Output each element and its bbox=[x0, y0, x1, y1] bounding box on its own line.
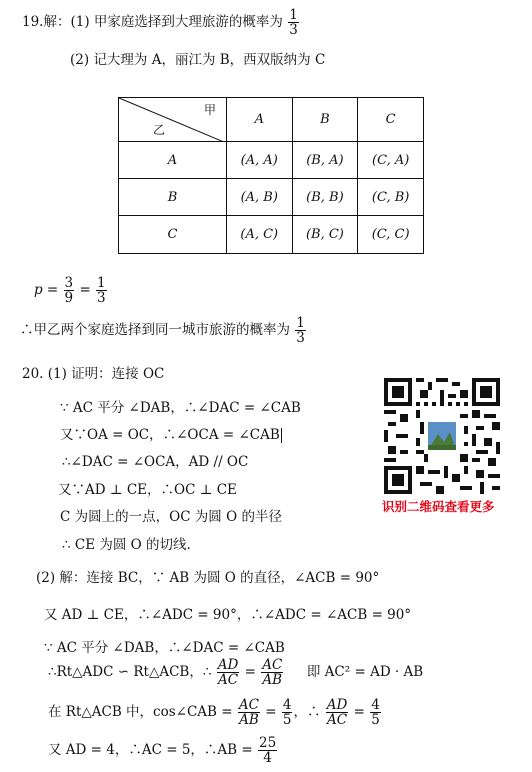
q19-header: 19.解：(1) 甲家庭选择到大理旅游的概率为 bbox=[22, 14, 283, 31]
equals-sign: = bbox=[79, 282, 91, 299]
corner-label-jia: 甲 bbox=[203, 103, 216, 117]
q20-part2-header: (2) 解：连接 BC，∵ AB 为圆 O 的直径，∠ACB = 90° bbox=[36, 570, 380, 586]
fraction-25-over-4: $\frac{25}{4}$ bbox=[258, 735, 277, 767]
table-cell: (B, C) bbox=[292, 216, 358, 254]
col-header-c: C bbox=[358, 98, 424, 142]
qr-code-image bbox=[384, 378, 500, 494]
qr-code[interactable] bbox=[384, 378, 500, 494]
table-cell: (B, A) bbox=[292, 142, 358, 179]
fraction-three-ninths: $\frac{3}{9}$ bbox=[64, 275, 74, 307]
proof-line-2: 又∵OA = OC，∴∠OCA = ∠CAB bbox=[60, 423, 282, 443]
q19-fraction-one-third: $\frac{1}{3}$ bbox=[289, 7, 298, 39]
proof-line-6: ∴ CE 为圆 O 的切线. bbox=[62, 537, 191, 553]
row-header-b: B bbox=[119, 179, 227, 216]
fraction-ac-over-ab: $\frac{AC}{AB}$ bbox=[262, 657, 283, 689]
solution-line-3: ∴Rt△ADC ∽ Rt△ACB，∴ $\frac{AD}{AC}$ = $\frac{AC}{AB}$ 即 AC² = AD · AB bbox=[48, 657, 424, 689]
solution-line-4: 在 Rt△ACB 中，cos∠CAB = $\frac{AC}{AB}$ = $\frac{4}{5}$ ，∴ $\frac{AD}{AC}$ = $\frac{4}{5}$ bbox=[48, 697, 380, 729]
q19-header-line bbox=[22, 8, 300, 37]
corner-label-yi: 乙 bbox=[153, 123, 166, 137]
outcome-table bbox=[118, 97, 424, 254]
fraction-four-fifths-2: $\frac{4}{5}$ bbox=[371, 697, 380, 729]
table-cell: (A, C) bbox=[227, 216, 293, 254]
table-cell: (C, B) bbox=[358, 179, 424, 216]
proof-line-5: C 为圆上的一点，OC 为圆 O 的半径 bbox=[60, 509, 282, 525]
fraction-ad-over-ac: $\frac{AD}{AC}$ bbox=[217, 657, 239, 689]
qr-caption: 识别二维码查看更多 bbox=[382, 499, 495, 514]
q20-part1-header: 20. (1) 证明：连接 OC bbox=[22, 366, 165, 382]
proof-line-1: ∵ AC 平分 ∠DAB，∴∠DAC = ∠CAB bbox=[60, 400, 301, 416]
col-header-a: A bbox=[227, 98, 293, 142]
solution-line-5: 又 AD = 4，∴AC = 5，∴AB = $\frac{25}{4}$ bbox=[48, 735, 277, 767]
text-cursor bbox=[281, 428, 283, 443]
conclusion-fraction: $\frac{1}{3}$ bbox=[296, 315, 305, 347]
table-cell: (A, B) bbox=[227, 179, 293, 216]
p-label: p = bbox=[34, 282, 59, 299]
q19-conclusion: ∴甲乙两个家庭选择到同一城市旅游的概率为 bbox=[20, 322, 290, 339]
solution-line-2: ∵ AC 平分 ∠DAB，∴∠DAC = ∠CAB bbox=[44, 640, 285, 656]
row-header-a: A bbox=[119, 142, 227, 179]
table-cell: (B, B) bbox=[292, 179, 358, 216]
fraction-four-fifths: $\frac{4}{5}$ bbox=[282, 697, 292, 729]
solution-line-1: 又 AD ⊥ CE，∴∠ADC = 90°，∴∠ADC = ∠ACB = 90° bbox=[44, 607, 412, 623]
table-cell: (C, A) bbox=[358, 142, 424, 179]
col-header-b: B bbox=[292, 98, 358, 142]
table-cell: (C, C) bbox=[358, 216, 424, 254]
fraction-ac-over-ab-2: $\frac{AC}{AB}$ bbox=[238, 697, 259, 729]
proof-line-4: 又∵AD ⊥ CE，∴OC ⊥ CE bbox=[58, 482, 237, 498]
fraction-one-third: $\frac{1}{3}$ bbox=[97, 275, 106, 307]
row-header-c: C bbox=[119, 216, 227, 254]
proof-line-3: ∴∠DAC = ∠OCA，AD // OC bbox=[62, 454, 249, 470]
q19-line2: (2) 记大理为 A，丽江为 B，西双版纳为 C bbox=[70, 52, 326, 68]
q19-conclusion-line bbox=[20, 316, 307, 345]
table-corner-cell bbox=[119, 98, 227, 142]
fraction-ad-over-ac-2: $\frac{AD}{AC}$ bbox=[326, 697, 348, 729]
probability-formula bbox=[34, 276, 108, 305]
table-cell: (A, A) bbox=[227, 142, 293, 179]
